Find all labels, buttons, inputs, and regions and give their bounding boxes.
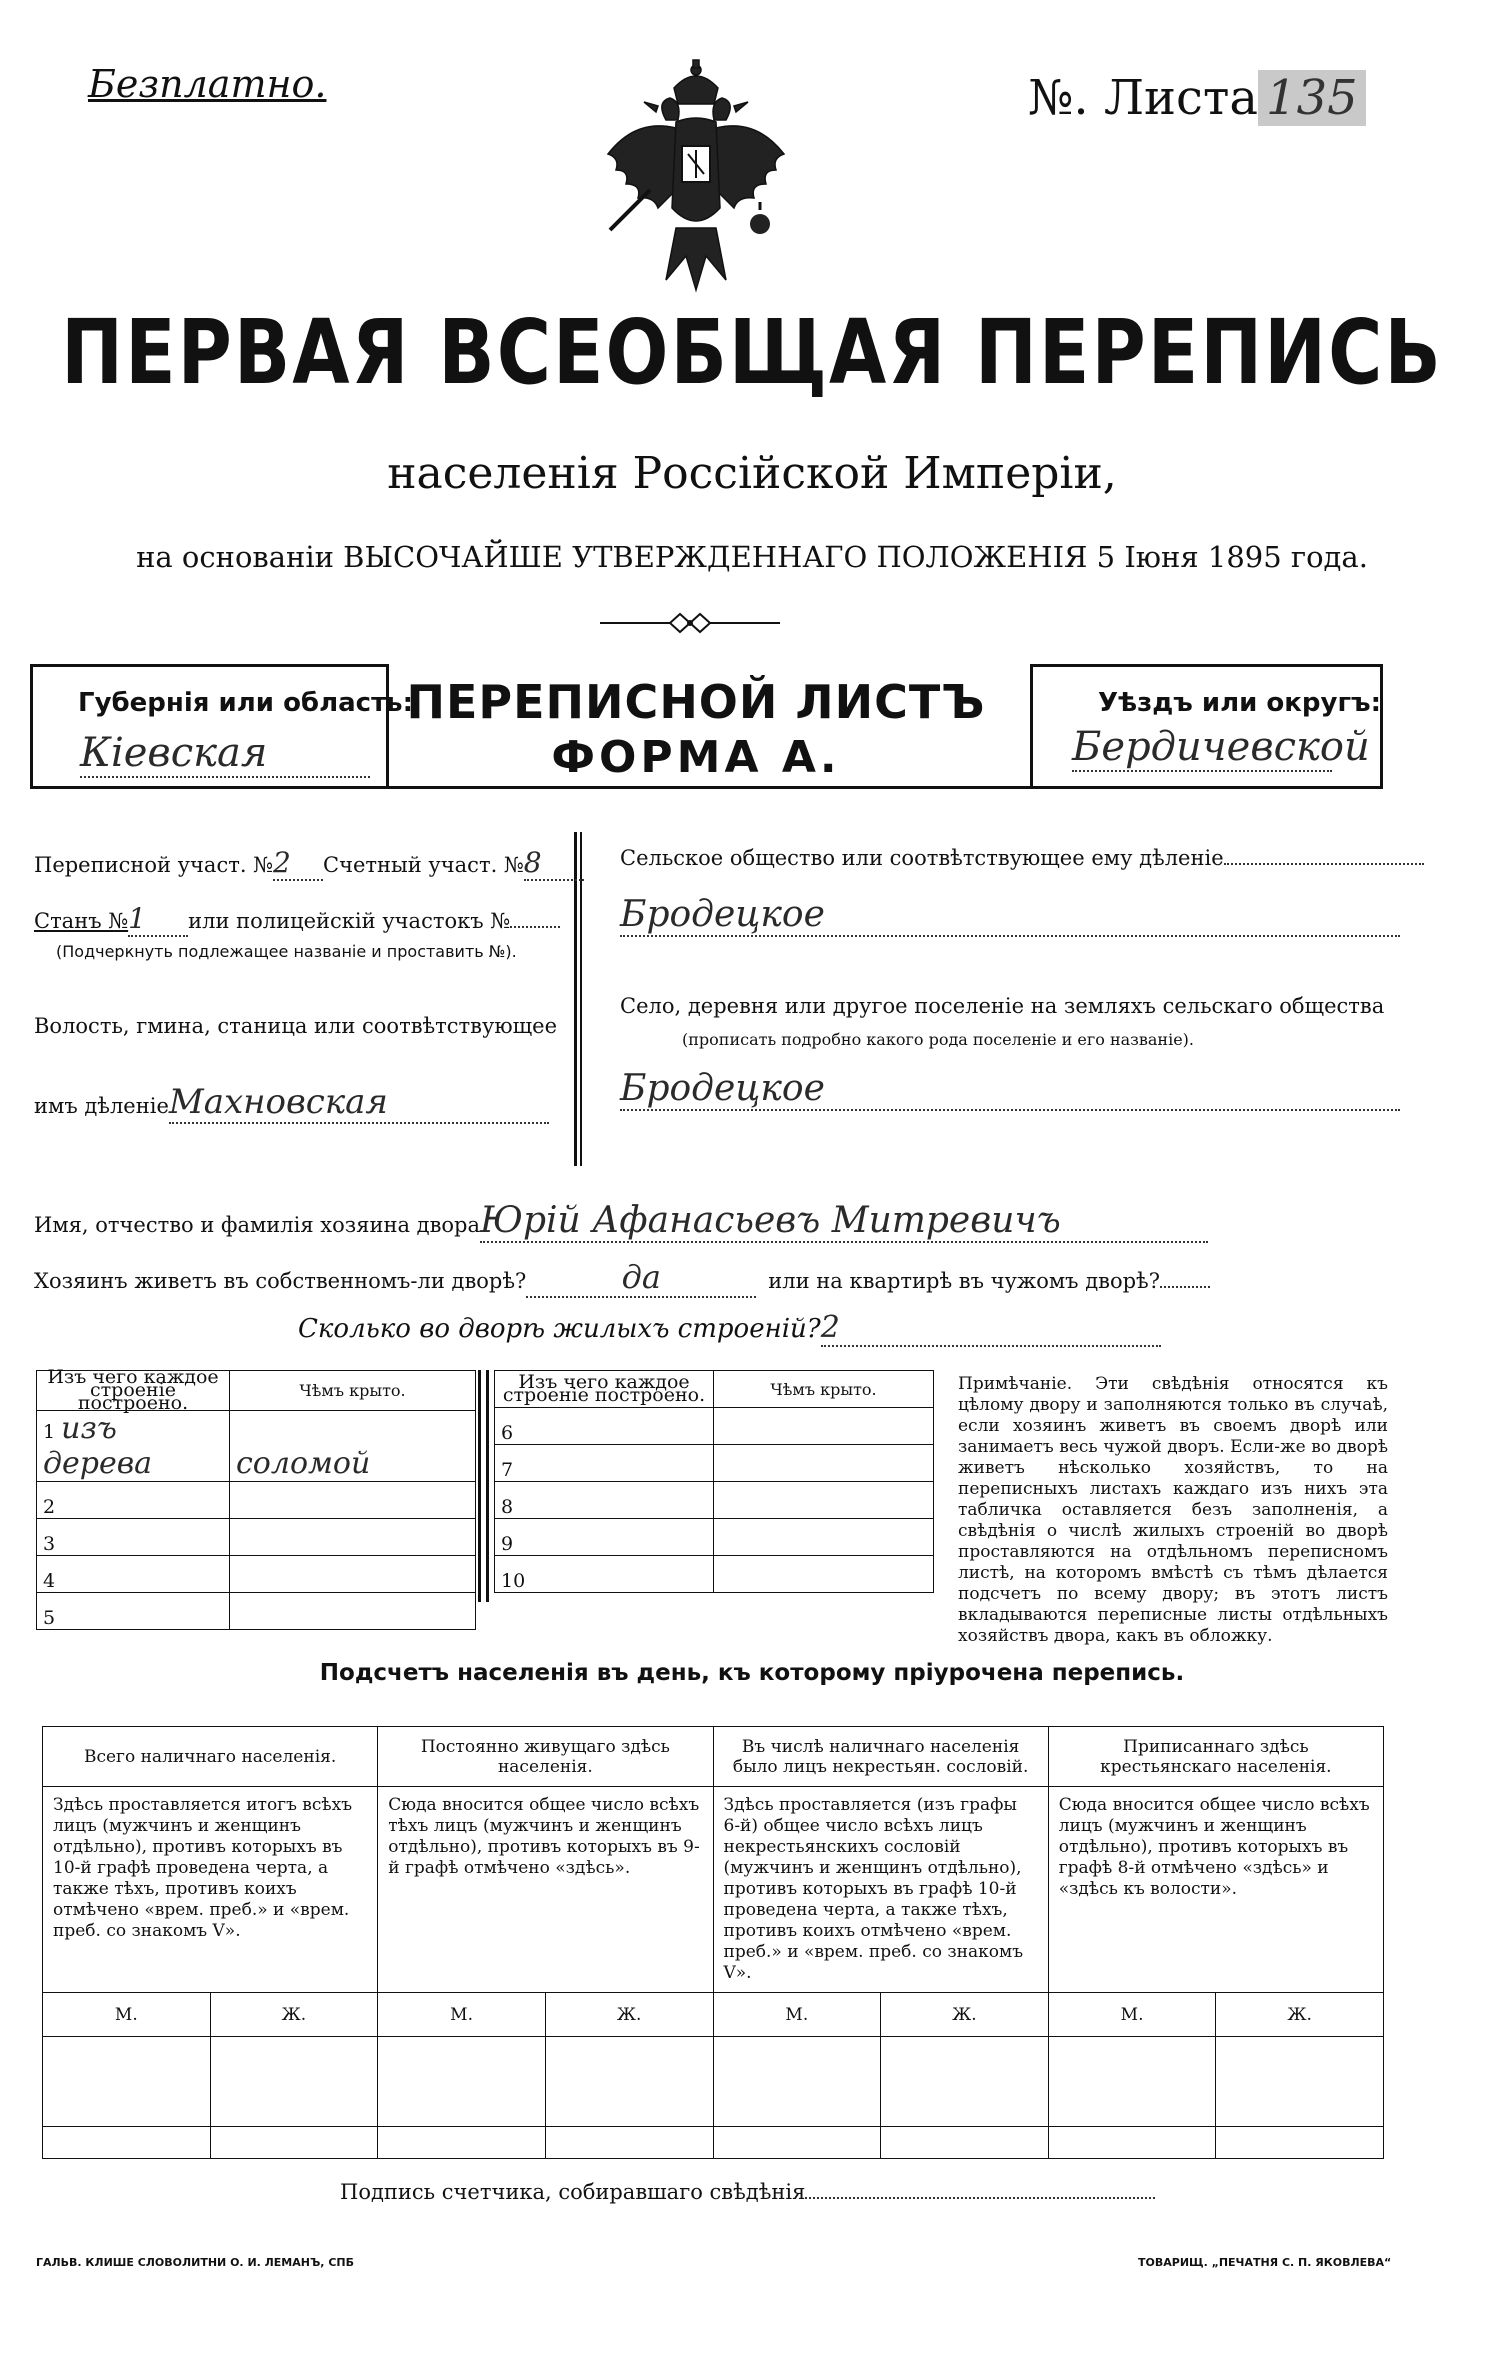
pop-col-3-title: Въ числѣ наличнаго населенія было лицъ некрестьян. сословій.: [713, 1727, 1048, 1787]
owner-name-field: [34, 1200, 1208, 1243]
row-number: 1: [43, 1421, 56, 1443]
male-header: М.: [43, 1993, 211, 2037]
count-section-value: 8: [524, 846, 584, 881]
society-label: Сельское общество или соотвѣтствующее ему дѣленіе: [620, 846, 1224, 870]
row-number: 9: [495, 1519, 714, 1556]
volost-label-2: имъ дѣленіе: [34, 1094, 169, 1118]
pop-value-cell: [1216, 2037, 1384, 2127]
table-double-rule-2: [486, 1370, 489, 1602]
roof-value: соломой: [230, 1411, 476, 1482]
col-roof-header: Чѣмъ крыто.: [714, 1371, 934, 1408]
fields-separator-1: [574, 832, 577, 1166]
society-field: [620, 846, 1424, 870]
male-header: М.: [713, 1993, 881, 2037]
stan-field: [34, 902, 560, 937]
signature-line: [805, 2197, 1155, 2199]
stan-label: Станъ №: [34, 909, 129, 933]
row-number: 3: [37, 1519, 230, 1556]
col-material-header: Изъ чего каждое строеніе построено.: [495, 1371, 714, 1408]
row-number: 10: [495, 1556, 714, 1593]
buildings-count-value: 2: [821, 1310, 1161, 1347]
female-header: Ж.: [545, 1993, 713, 2037]
form-box-bottom: [30, 786, 1383, 789]
province-value: Кіевская: [80, 730, 370, 778]
district-value: Бердичевской: [1072, 724, 1370, 770]
village-value: Бродецкое: [620, 1068, 1400, 1111]
female-header: Ж.: [210, 1993, 378, 2037]
imperial-eagle-emblem: [596, 58, 796, 298]
female-header: Ж.: [1216, 1993, 1384, 2037]
pop-value-cell: [545, 2127, 713, 2159]
roof-cell: [230, 1556, 476, 1593]
roof-cell: [714, 1445, 934, 1482]
form-box-top-right: [1030, 664, 1380, 667]
buildings-table-left: [36, 1366, 476, 1630]
roof-cell: [714, 1556, 934, 1593]
census-section-field: [34, 846, 584, 881]
table-row: [495, 1556, 934, 1593]
row-number: 2: [37, 1482, 230, 1519]
province-label: Губернія или область:: [78, 688, 413, 718]
owner-name-label: Имя, отчество и фамилія хозяина двора: [34, 1213, 481, 1237]
pop-col-1-desc: Здѣсь проставляется итогъ всѣхъ лицъ (мужчинъ и женщинъ отдѣльно), противъ которыхъ въ 10-й графѣ проведена черта, а также тѣхъ, противъ коихъ отмѣчено «врем. преб.» и «врем. преб. со знакомъ V».: [43, 1787, 378, 1993]
free-label: Безплатно.: [88, 62, 327, 106]
pop-col-1-title: Всего наличнаго населенія.: [43, 1727, 378, 1787]
roof-cell: [714, 1519, 934, 1556]
document-subtitle: населенія Россійской Имперіи,: [387, 448, 1117, 499]
roof-cell: [714, 1408, 934, 1445]
table-row: [495, 1408, 934, 1445]
fields-separator-2: [580, 832, 582, 1166]
own-yard-label: Хозяинъ живетъ въ собственномъ-ли дворѣ?: [34, 1269, 527, 1293]
form-box-divider-right: [1030, 664, 1033, 788]
table-row: [495, 1445, 934, 1482]
roof-cell: [230, 1482, 476, 1519]
census-section-value: 2: [273, 846, 323, 881]
society-value: Бродецкое: [620, 894, 1400, 937]
buildings-note: Примѣчаніе. Эти свѣдѣнія относятся къ цѣлому двору и заполняются только въ случаѣ, если хозяинъ живетъ въ своемъ дворѣ или занимаетъ весь чужой дворъ. Если-же во дворѣ живетъ нѣсколько хозяйствъ, то на переписныхъ листахъ каждаго изъ нихъ эта табличка оставляется безъ заполненія, а свѣдѣнія о числѣ жилыхъ строеній во дворѣ проставляются на отдѣльномъ переписномъ листѣ, на которомъ вмѣстѣ съ тѣмъ дѣлается подсчетъ по всему двору; въ этотъ листъ вкладываются переписные листы отдѣльныхъ хозяйствъ двора, какъ въ обложку.: [958, 1374, 1388, 1646]
roof-cell: [230, 1593, 476, 1630]
table-double-rule-1: [478, 1370, 481, 1602]
police-value: [510, 926, 560, 928]
roof-cell: [230, 1519, 476, 1556]
table-row: [495, 1482, 934, 1519]
form-box-top-left: [30, 664, 386, 667]
document-title: ПЕРВАЯ ВСЕОБЩАЯ ПЕРЕПИСЬ: [61, 301, 1443, 405]
village-label: Село, деревня или другое поселеніе на земляхъ сельскаго общества: [620, 994, 1385, 1018]
col-material-header: Изъ чего каждое строеніе построено.: [37, 1371, 230, 1411]
pop-col-3-desc: Здѣсь проставляется (изъ графы 6-й) общее число всѣхъ лицъ некрестьянскихъ сословій (мужчинъ и женщинъ отдѣльно), противъ которыхъ въ графѣ 10-й проведена черта, а также тѣхъ, противъ коихъ отмѣчено «врем. преб.» и «врем. преб. со знакомъ V».: [713, 1787, 1048, 1993]
form-title: ПЕРЕПИСНОЙ ЛИСТЪ: [406, 675, 986, 729]
pop-value-cell: [713, 2127, 881, 2159]
village-note: (прописать подробно какого рода поселеніе и его названіе).: [682, 1030, 1194, 1049]
pop-value-cell: [210, 2127, 378, 2159]
form-subtitle: ФОРМА А.: [551, 732, 841, 783]
sheet-number: [1028, 70, 1366, 126]
volost-label: Волость, гмина, станица или соотвѣтствующее: [34, 1014, 558, 1038]
volost-value: Махновская: [169, 1082, 549, 1124]
society-dots: [1224, 863, 1424, 865]
pop-col-2-title: Постоянно живущаго здѣсь населенія.: [378, 1727, 713, 1787]
roof-cell: [714, 1482, 934, 1519]
pop-value-cell: [43, 2037, 211, 2127]
pop-value-cell: [881, 2127, 1049, 2159]
rent-label: или на квартирѣ въ чужомъ дворѣ?: [768, 1269, 1160, 1293]
legal-basis: на основаніи ВЫСОЧАЙШЕ УТВЕРЖДЕННАГО ПОЛОЖЕНІЯ 5 Іюня 1895 года.: [136, 540, 1368, 574]
police-label: или полицейскій участокъ №: [188, 909, 511, 933]
signature-label: Подпись счетчика, собиравшаго свѣдѣнія: [340, 2180, 806, 2204]
pop-value-cell: [378, 2037, 546, 2127]
table-row: [37, 1593, 476, 1630]
pop-value-cell: [713, 2037, 881, 2127]
pop-value-cell: [1048, 2037, 1216, 2127]
pop-value-cell: [378, 2127, 546, 2159]
pop-value-cell: [210, 2037, 378, 2127]
volost-field: [34, 1082, 549, 1124]
buildings-table-right: [494, 1370, 934, 1593]
material-cell: [37, 1411, 230, 1482]
own-yard-value: да: [526, 1258, 756, 1298]
sheet-number-label: №. Листа: [1028, 70, 1259, 126]
table-row: [37, 1411, 476, 1482]
population-heading: Подсчетъ населенія въ день, къ которому пріурочена перепись.: [319, 1660, 1185, 1686]
table-row: [495, 1519, 934, 1556]
rent-value: [1160, 1286, 1210, 1288]
printer-left: ГАЛЬВ. КЛИШЕ СЛОВОЛИТНИ О. И. ЛЕМАНЪ, СПБ: [36, 2256, 354, 2269]
district-label: Уѣздъ или округъ:: [1098, 688, 1381, 718]
table-row: [37, 1482, 476, 1519]
owner-name-value: Юрій Афанасьевъ Митревичъ: [480, 1200, 1208, 1243]
row-number: 8: [495, 1482, 714, 1519]
female-header: Ж.: [881, 1993, 1049, 2037]
form-box-divider-left: [386, 664, 389, 788]
form-box-right: [1380, 664, 1383, 788]
count-section-label: Счетный участ. №: [323, 853, 524, 877]
pop-value-cell: [545, 2037, 713, 2127]
form-box-left: [30, 664, 33, 788]
pop-col-4-title: Приписаннаго здѣсь крестьянскаго населенія.: [1048, 1727, 1383, 1787]
row-number: 4: [37, 1556, 230, 1593]
signature-field: [340, 2180, 1155, 2204]
buildings-count-label: Сколько во дворѣ жилыхъ строеній?: [298, 1314, 821, 1344]
male-header: М.: [1048, 1993, 1216, 2037]
pop-value-cell: [881, 2037, 1049, 2127]
material-value: изъ дерева: [43, 1411, 153, 1481]
pop-value-cell: [1216, 2127, 1384, 2159]
row-number: 7: [495, 1445, 714, 1482]
table-row: [37, 1519, 476, 1556]
row-number: 6: [495, 1408, 714, 1445]
population-table: [42, 1726, 1384, 2159]
pop-value-cell: [43, 2127, 211, 2159]
stan-note: (Подчеркнуть подлежащее названіе и проставить №).: [56, 942, 517, 961]
ornament-divider: [600, 610, 780, 636]
pop-value-cell: [1048, 2127, 1216, 2159]
male-header: М.: [378, 1993, 546, 2037]
own-yard-field: [34, 1258, 1210, 1298]
sheet-number-value: 135: [1258, 70, 1366, 126]
printer-right: ТОВАРИЩ. „ПЕЧАТНЯ С. П. ЯКОВЛЕВА“: [1138, 2256, 1392, 2269]
row-number: 5: [37, 1593, 230, 1630]
stan-value: 1: [128, 902, 188, 937]
col-roof-header: Чѣмъ крыто.: [230, 1371, 476, 1411]
buildings-count-field: [298, 1310, 1161, 1347]
pop-col-4-desc: Сюда вносится общее число всѣхъ лицъ (мужчинъ и женщинъ отдѣльно), противъ которыхъ въ графѣ 8-й отмѣчено «здѣсь» и «здѣсь къ волости».: [1048, 1787, 1383, 1993]
table-row: [37, 1556, 476, 1593]
pop-col-2-desc: Сюда вносится общее число всѣхъ тѣхъ лицъ (мужчинъ и женщинъ отдѣльно), противъ которыхъ въ 9-й графѣ отмѣчено «здѣсь».: [378, 1787, 713, 1993]
census-section-label: Переписной участ. №: [34, 853, 274, 877]
